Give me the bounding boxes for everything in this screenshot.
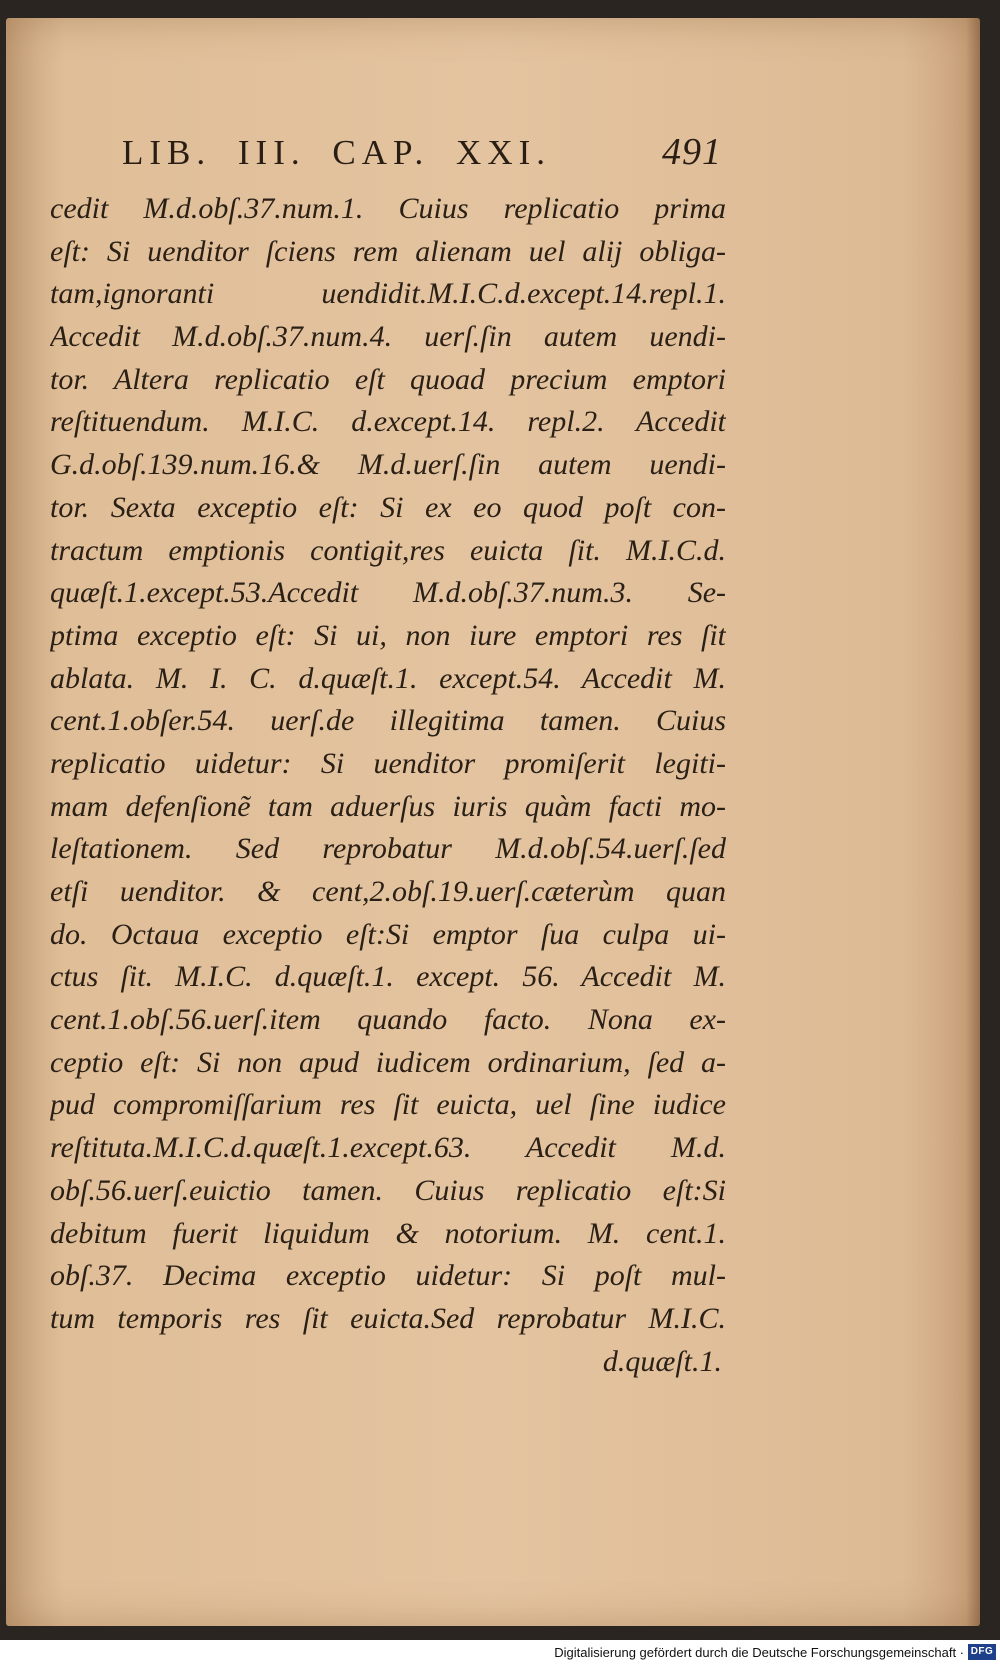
text-line: ptima exceptio eſt: Si ui, non iure emptori res ſit (50, 618, 726, 652)
text-line: tum temporis res ſit euicta.Sed reprobatur M.I.C. (50, 1301, 726, 1335)
text-line: cent.1.obſer.54. uerſ.de illegitima tamen. Cuius (50, 704, 726, 738)
text-line: obſ.37. Decima exceptio uidetur: Si poſt mul- (50, 1259, 726, 1293)
page-number: 491 (662, 131, 722, 173)
text-line: quæſt.1.except.53.Accedit M.d.obſ.37.num.3. Se- (50, 576, 726, 610)
text-line: reſtituendum. M.I.C. d.except.14. repl.2. Accedit (50, 405, 726, 439)
text-line: eſt: Si uenditor ſciens rem alienam uel alij obliga- (50, 234, 726, 268)
text-line: obſ.56.uerſ.euictio tamen. Cuius replicatio eſt:Si (50, 1173, 726, 1207)
text-line: ceptio eſt: Si non apud iudicem ordinarium, ſed a- (50, 1045, 726, 1079)
text-line: tractum emptionis contigit,res euicta ſit. M.I.C.d. (50, 533, 726, 567)
text-line: pud compromiſſarium res ſit euicta, uel ſine iudice (50, 1088, 726, 1122)
footer-bar (0, 1640, 1000, 1666)
text-line: reſtituta.M.I.C.d.quæſt.1.except.63. Accedit M.d. (50, 1131, 726, 1165)
text-line: cent.1.obſ.56.uerſ.item quando facto. Nona ex- (50, 1003, 726, 1037)
page-header (122, 130, 722, 180)
dfg-logo-icon: DFG (968, 1644, 996, 1660)
catchword: d.quæſt.1. (602, 1344, 722, 1378)
text-line: debitum fuerit liquidum & notorium. M. cent.1. (50, 1216, 726, 1250)
text-line: Accedit M.d.obſ.37.num.4. uerſ.ſin autem uendi- (50, 320, 726, 354)
text-line: leſtationem. Sed reprobatur M.d.obſ.54.uerſ.ſed (50, 832, 726, 866)
text-line: ablata. M. I. C. d.quæſt.1. except.54. Accedit M. (50, 661, 726, 695)
text-line: ctus ſit. M.I.C. d.quæſt.1. except. 56. Accedit M. (50, 960, 726, 994)
text-line: replicatio uidetur: Si uenditor promiſerit legiti- (50, 746, 726, 780)
text-line: mam defenſionẽ tam aduerſus iuris quàm facti mo- (50, 789, 726, 823)
book-page (6, 18, 980, 1626)
text-line: cedit M.d.obſ.37.num.1. Cuius replicatio prima (50, 192, 726, 225)
text-line: tor. Altera replicatio eſt quoad precium emptori (50, 362, 726, 396)
funding-credit: Digitalisierung gefördert durch die Deutsche Forschungsgemeinschaft · (554, 1645, 964, 1660)
text-line: tam,ignoranti uendidit.M.I.C.d.except.14.repl.1. (50, 277, 726, 311)
text-line: tor. Sexta exceptio eſt: Si ex eo quod poſt con- (50, 490, 726, 524)
text-line: etſi uenditor. & cent,2.obſ.19.uerſ.cæterùm quan (50, 875, 726, 908)
page-edge-shadow (966, 18, 980, 1626)
text-line: do. Octaua exceptio eſt:Si emptor ſua culpa ui- (50, 917, 726, 951)
running-head: LIB. III. CAP. XXI. (122, 133, 552, 172)
text-line: G.d.obſ.139.num.16.& M.d.uerſ.ſin autem uendi- (50, 448, 726, 482)
body-text (50, 188, 726, 1383)
